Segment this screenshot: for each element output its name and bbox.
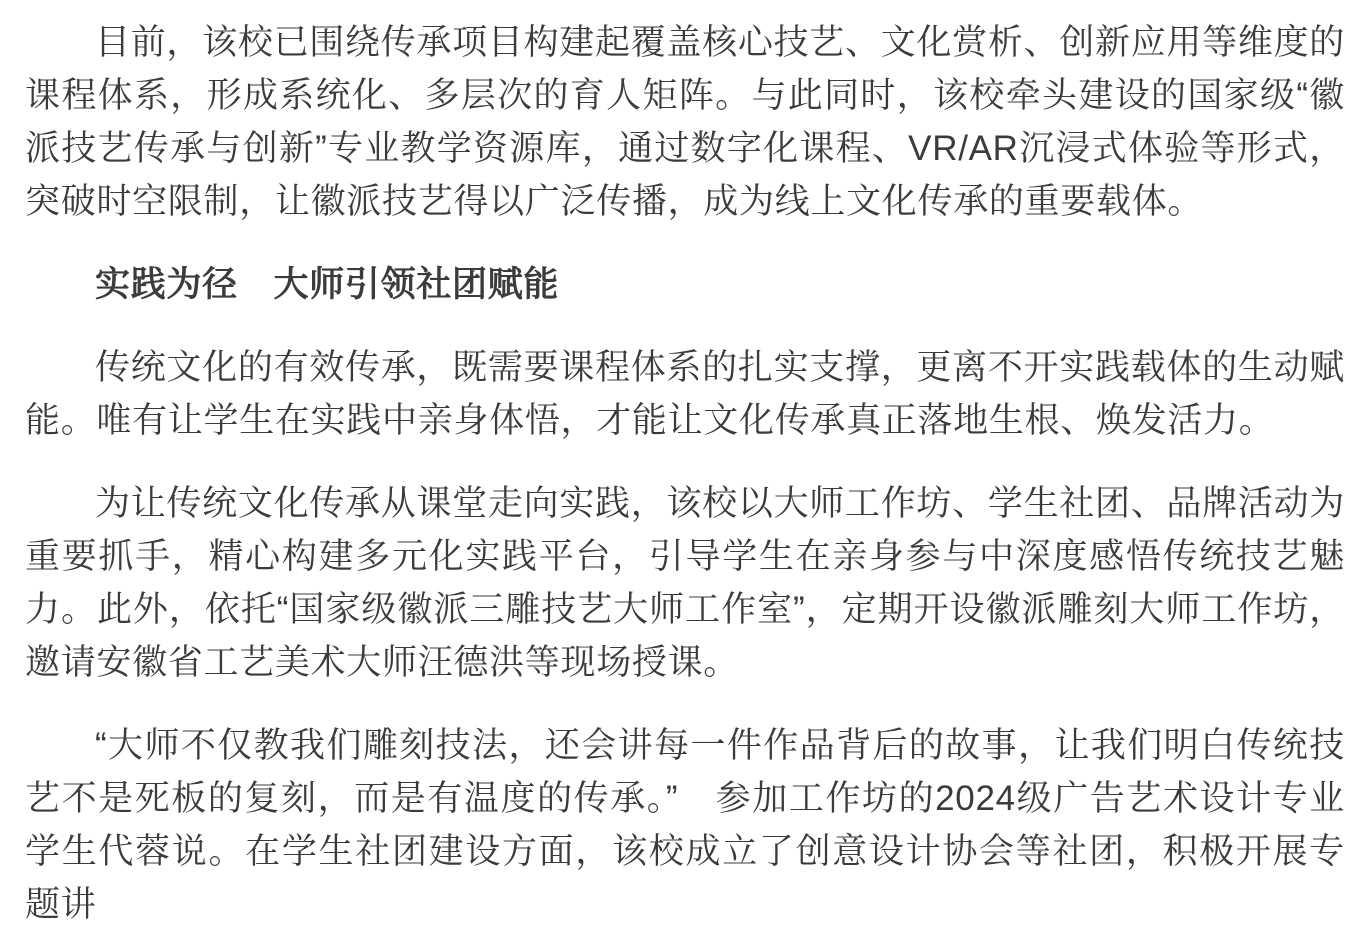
paragraph-student-quote: “大师不仅教我们雕刻技法，还会讲每一件作品背后的故事，让我们明白传统技艺不是死板的复刻，而是有温度的传承。” 参加工作坊的2024级广告艺术设计专业学生代蓉说。在学生社团建设方面，该校成立了创意设计协会等社团，积极开展专题讲 [25,726,1345,924]
section-heading-practice: 实践为径 大师引领社团赋能 [95,265,560,304]
paragraph-practice-importance: 传统文化的有效传承，既需要课程体系的扎实支撑，更离不开实践载体的生动赋能。唯有让学生在实践中亲身体悟，才能让文化传承真正落地生根、焕发活力。 [25,348,1345,440]
paragraph-curriculum-system: 目前，该校已围绕传承项目构建起覆盖核心技艺、文化赏析、创新应用等维度的课程体系，形成系统化、多层次的育人矩阵。与此同时，该校牵头建设的国家级“徽派技艺传承与创新”专业教学资源库，通过数字化课程、VR/AR沉浸式体验等形式，突破时空限制，让徽派技艺得以广泛传播，成为线上文化传承的重要载体。 [25,23,1345,221]
paragraph-master-workshops: 为让传统文化传承从课堂走向实践，该校以大师工作坊、学生社团、品牌活动为重要抓手，精心构建多元化实践平台，引导学生在亲身参与中深度感悟传统技艺魅力。此外，依托“国家级徽派三雕技艺大师工作室”，定期开设徽派雕刻大师工作坊，邀请安徽省工艺美术大师汪德洪等现场授课。 [25,484,1345,682]
